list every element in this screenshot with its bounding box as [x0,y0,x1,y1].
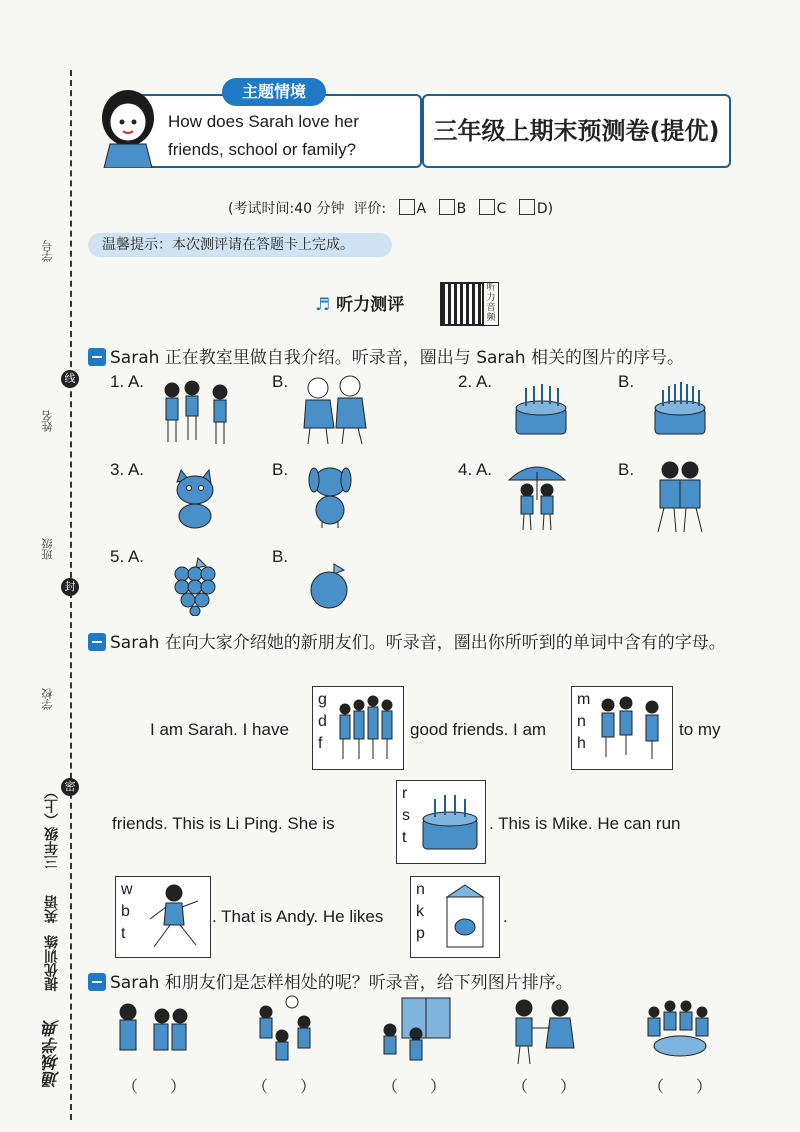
milk-carton-picture [439,883,491,951]
item3-label: 3. A. [110,460,145,479]
answer-blank-5[interactable]: （ ） [648,1077,713,1096]
sentence-1a: I am Sarah. I have [150,720,289,739]
answer-blank-2[interactable]: （ ） [252,1077,317,1096]
qr-label: 听力音频 [483,282,499,326]
letter-w[interactable]: w [121,881,133,898]
letter-h[interactable]: h [577,735,586,752]
item1-b-label: B. [272,372,289,391]
name-label: 姓名 [41,410,54,432]
letter-g[interactable]: g [318,691,327,708]
letter-box-5[interactable] [410,876,500,958]
item5-b-label: B. [272,547,289,566]
friends-hugging-picture [650,458,710,534]
letter-p[interactable]: p [416,925,425,942]
birthday-cake-b-picture [645,378,715,440]
order-picture-5 [644,998,718,1062]
evaluation-label: 评价 [353,201,382,217]
section-one-icon [88,348,106,366]
grapes-picture [170,556,220,616]
sentence-1b: good friends. I am [410,720,547,739]
exam-time: 40 分钟 [294,201,345,217]
order-picture-3 [372,996,454,1064]
school-label: 学校 [41,688,54,710]
listening-title [315,290,404,315]
grade-a-label: A [416,201,427,217]
item2-label: 2. A. [458,372,493,391]
answer-blank-1[interactable]: （ ） [122,1077,187,1096]
section2-instruction [88,630,738,657]
section3-instruction [88,968,573,993]
orange-picture [304,562,354,612]
letter-box-4-options [121,879,133,945]
order-picture-2 [252,994,324,1064]
dog-picture [300,462,360,530]
letter-box-2[interactable] [571,686,673,770]
order-picture-1 [112,998,194,1062]
section3-text: Sarah 和朋友们是怎样相处的呢？听录音，给下列图片排序。 [110,973,573,993]
listening-title-text: 听力测评 [336,295,405,315]
item4-label: 4. A. [458,460,493,479]
letter-box-1-options [318,689,327,755]
section-two-icon [88,633,106,651]
running-boy-picture [140,881,206,953]
grade-c-checkbox[interactable] [479,199,495,215]
letter-box-5-options [416,879,425,945]
item2-b-label: B. [618,372,635,391]
exam-info: (考试时间:40 分钟 评价: A B C D) [228,201,554,217]
children-greeting-picture [158,378,238,448]
sentence-1c: to my [679,720,721,739]
letter-n-2[interactable]: n [416,881,425,898]
nice-friends-picture [596,691,668,763]
answer-blank-3[interactable]: （ ） [382,1077,447,1096]
letter-box-4[interactable] [115,876,211,958]
item1-label: 1. A. [110,372,145,391]
letter-box-2-options [577,689,590,755]
section2-text: Sarah 在向大家介绍她的新朋友们。听录音，圈出你所听到的单词中含有的字母。 [110,633,726,653]
section-three-icon [88,973,106,991]
theme-tag: 主题情境 [222,78,326,106]
series-training: 提优训练 [44,935,60,991]
letter-r[interactable]: r [402,785,408,802]
headphones-icon: ♬ [315,295,331,315]
brand-logo: 通城学典 [43,1020,63,1088]
sentence-2a: friends. This is Li Ping. She is [112,814,335,833]
sentence-3a: . That is Andy. He likes [212,907,384,926]
letter-n[interactable]: n [577,713,586,730]
seal-dot-seal: 封 [61,578,79,596]
letter-m[interactable]: m [577,691,591,708]
answer-blank-4[interactable]: （ ） [512,1077,577,1096]
tip-banner: 温馨提示：本次测评请在答题卡上完成。 [88,233,392,257]
grade-b-checkbox[interactable] [439,199,455,215]
sentence-2b: . This is Mike. He can run [489,814,681,833]
letter-d[interactable]: d [318,713,327,730]
order-picture-4 [506,996,578,1066]
exam-title: 三年级上期末预测卷(提优) [433,117,720,145]
series-vertical [42,785,68,1115]
letter-box-1[interactable] [312,686,404,770]
letter-box-3-options [402,783,410,849]
cat-picture [165,468,225,530]
sentence-3b: . [503,907,508,926]
series-subject: 英语 [44,895,60,923]
item4-b-label: B. [618,460,635,479]
girl-avatar [92,84,164,168]
qr-code[interactable] [440,282,484,326]
seal-dot-close: 密 [61,778,79,796]
birthday-cake-a-picture [506,378,576,440]
grade-d-checkbox[interactable] [519,199,535,215]
cake-picture [419,789,481,855]
theme-question: How does Sarah love her friends, school or family? [168,112,359,159]
grade-a-checkbox[interactable] [399,199,415,215]
five-friends-picture [335,691,399,763]
grade-c-label: C [496,201,507,217]
letter-k[interactable]: k [416,903,424,920]
letter-box-3[interactable] [396,780,486,864]
letter-b[interactable]: b [121,903,130,920]
letter-f[interactable]: f [318,735,323,752]
student-id-label: 学号 [41,240,54,262]
seal-dot-line: 线 [61,370,79,388]
children-fighting-picture [296,372,376,448]
section1-text: Sarah 正在教室里做自我介绍。听录音，圈出与 Sarah 相关的图片的序号。 [110,348,684,368]
series-grade: 三年级（上） [44,785,60,869]
class-label: 班级 [41,538,54,560]
umbrella-friends-picture [505,460,569,532]
letter-s[interactable]: s [402,807,410,824]
letter-t-2[interactable]: t [121,925,126,942]
grade-b-label: B [456,201,467,217]
item3-b-label: B. [272,460,289,479]
section1-instruction [88,343,684,368]
title-box [422,94,731,168]
grade-d-label: D [536,201,548,217]
item5-label: 5. A. [110,547,145,566]
exam-time-label: 考试时间 [233,201,290,217]
letter-t[interactable]: t [402,829,407,846]
